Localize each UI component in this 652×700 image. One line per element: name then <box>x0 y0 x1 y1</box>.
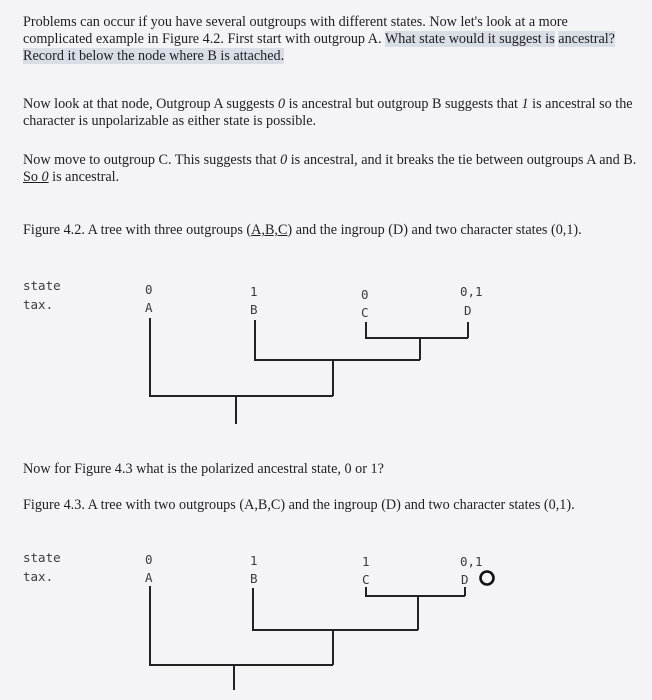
c-text-u: So <box>23 169 42 185</box>
state-one: 1 <box>521 96 529 112</box>
node-text-3: is ancestral so the character is unpolarizable as either state is possible. <box>23 96 633 129</box>
c-text-1: Now move to outgroup C. This suggests that <box>23 152 281 168</box>
fig43-tree <box>150 586 465 690</box>
fig43-state-a: 0 <box>145 552 153 567</box>
node-text-2: is ancestral but outgroup B suggests that <box>285 96 522 112</box>
fig42-caption-b: ) and the ingroup (D) and two character states (0,1). <box>287 222 582 238</box>
figure-4-3-caption: Figure 4.3. A tree with two outgroups (A,B,C) and the ingroup (D) and two character states (0,1). <box>23 497 575 513</box>
fig42-state-c: 0 <box>361 287 369 302</box>
fig42-taxon-c: C <box>361 305 369 320</box>
fig43-taxon-b: B <box>250 571 258 586</box>
fig43-state-d: 0,1 <box>460 554 483 569</box>
fig43-branch-bcd <box>253 588 418 630</box>
question-line: Now for Figure 4.3 what is the polarized ancestral state, 0 or 1? <box>23 461 384 477</box>
highlighted-question-1: What state would it suggest is <box>384 31 555 47</box>
fig42-branch-cd <box>366 322 468 360</box>
fig42-state-a: 0 <box>145 282 153 297</box>
fig42-state-d: 0,1 <box>460 284 483 299</box>
node-text-1: Now look at that node, Outgroup A suggests <box>23 96 278 112</box>
fig42-branch-bcd <box>255 320 420 360</box>
c-text-2: is ancestral, and it breaks the tie between outgroups A and B. <box>287 152 637 168</box>
fig43-row-tax: tax. <box>23 569 54 584</box>
fig43-state-b: 1 <box>250 553 258 568</box>
fig42-caption-a: Figure 4.2. A tree with three outgroups ( <box>23 222 252 238</box>
state-zero: 0 <box>280 152 288 168</box>
fig43-row-state: state <box>23 550 61 565</box>
intro-text: Problems can occur if you have several outgroups with different states. Now let's look at a more complicated example in Figure 4.2. First start with outgroup A. <box>23 14 568 47</box>
fig42-row-state: state <box>23 278 61 293</box>
c-text-3: is ancestral. <box>48 169 120 185</box>
fig42-caption-abc: A,B,C <box>251 222 288 238</box>
fig42-row-tax: tax. <box>23 297 54 312</box>
fig42-taxon-d: D <box>464 303 472 318</box>
fig43-taxon-c: C <box>362 572 370 587</box>
fig43-taxon-a: A <box>145 570 153 585</box>
state-zero: 0 <box>277 96 286 112</box>
fig42-state-b: 1 <box>250 284 258 299</box>
fig42-branch-root <box>150 318 333 424</box>
fig43-branch-cd <box>366 587 465 630</box>
fig43-state-c: 1 <box>362 554 370 569</box>
highlighted-question-2: ancestral? Record it below the node where B is attached. <box>23 31 615 64</box>
fig42-taxon-a: A <box>145 300 153 315</box>
state-zero: 0 <box>41 169 49 185</box>
fig43-branch-root <box>150 586 333 690</box>
handwritten-circle-mark <box>481 572 494 585</box>
fig43-taxon-d: D <box>461 572 469 587</box>
fig42-taxon-b: B <box>250 302 258 317</box>
fig42-tree <box>150 318 468 424</box>
